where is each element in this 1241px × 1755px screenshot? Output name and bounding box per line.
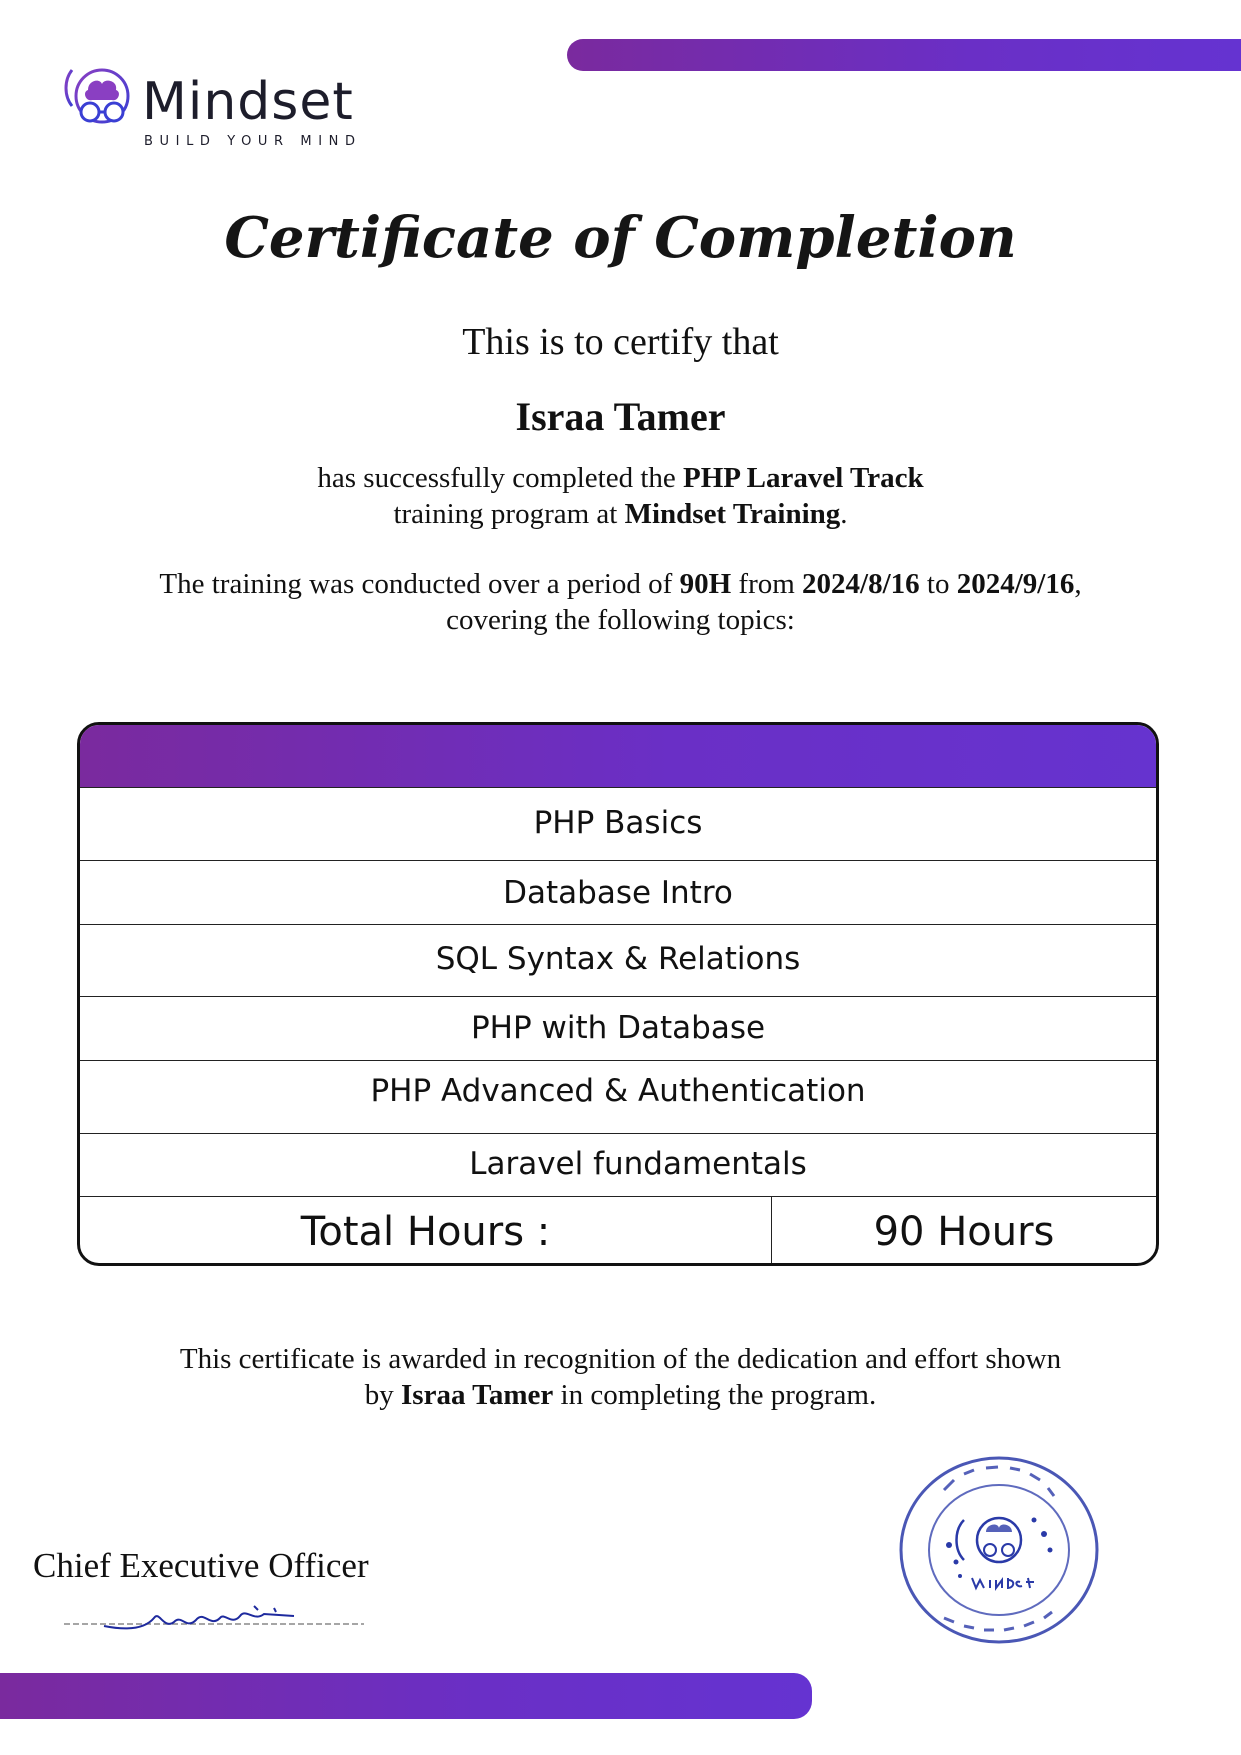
topic-row: Database Intro [80, 860, 1156, 924]
topic-row: SQL Syntax & Relations [80, 924, 1156, 996]
signatory-title: Chief Executive Officer [33, 1546, 369, 1585]
track-name: PHP Laravel Track [683, 462, 924, 494]
recognition-name: Israa Tamer [401, 1379, 554, 1411]
topics-table-header [80, 725, 1156, 787]
total-hours-row [80, 1196, 1156, 1266]
topic-row: PHP Basics [80, 787, 1156, 860]
duration: 90H [679, 568, 732, 600]
period-statement: The training was conducted over a period of 90H from 2024/8/16 to 2024/9/16, covering the following topics: [159, 568, 1082, 636]
certificate-title: Certificate of Completion [224, 205, 1017, 271]
bottom-accent-bar [0, 1673, 812, 1719]
start-date: 2024/8/16 [802, 568, 920, 600]
end-date: 2024/9/16 [956, 568, 1075, 600]
total-hours-label: Total Hours : [80, 1197, 772, 1266]
certify-intro: This is to certify that [462, 321, 779, 363]
total-hours-value: 90 Hours [873, 1209, 1055, 1255]
mindset-logo [62, 66, 382, 166]
brain-glasses-logo-icon [62, 66, 142, 156]
signature-icon [64, 1600, 364, 1640]
top-accent-bar [567, 39, 1241, 71]
brand-tagline: BUILD YOUR MIND [144, 134, 362, 149]
company-stamp-icon [894, 1450, 1104, 1650]
topic-row: PHP Advanced & Authentication [80, 1060, 1156, 1133]
topic-row: Laravel fundamentals [80, 1133, 1156, 1196]
topics-table [77, 722, 1159, 1266]
institution-name: Mindset Training [624, 498, 841, 530]
brand-name: Mindset [142, 72, 354, 132]
recognition-statement: This certificate is awarded in recognition of the dedication and effort shown by Israa Tamer in completing the program. [179, 1343, 1062, 1411]
topic-row: PHP with Database [80, 996, 1156, 1060]
recipient-name: Israa Tamer [515, 394, 726, 439]
completion-statement: has successfully completed the PHP Laravel Track training program at Mindset Training. [317, 462, 924, 530]
